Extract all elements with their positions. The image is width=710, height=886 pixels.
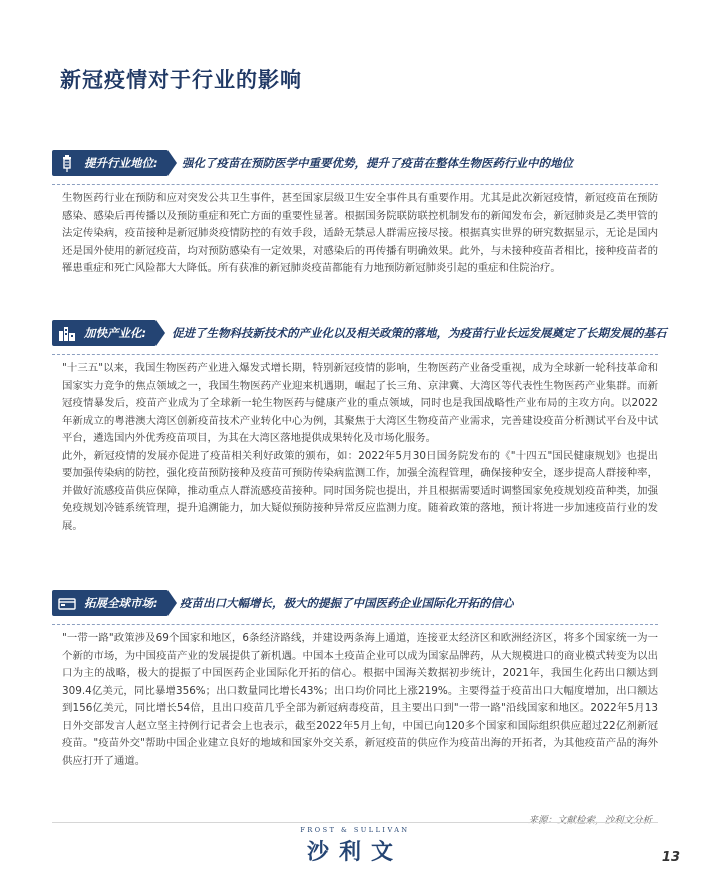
section-header (52, 320, 667, 346)
section-label-text: 提升行业地位: (84, 156, 158, 170)
page-title: 新冠疫情对于行业的影响 (60, 68, 302, 92)
section-label (52, 320, 156, 346)
paragraph: 生物医药行业在预防和应对突发公共卫生事件，甚至国家层级卫生安全事件具有重要作用。尤其是此次新冠疫情，新冠疫苗在预防感染、感染后再传播以及预防重症和死亡方面的重要性显著。根据国务院联防联控机制发布的新闻发布会，新冠肺炎是乙类甲管的法定传染病，疫苗接种是新冠肺炎疫情防控的有效手段，适龄无禁忌人群需应接尽接。根据真实世界的研究数据显示，无论是国内还是国外使用的新冠疫苗，均对预防感染有一定效果，对感染后的再传播有明确效果。此外，与未接种疫苗者相比，接种疫苗者的罹患重症和死亡风险都大大降低。所有获准的新冠肺炎疫苗都能有力地预防新冠肺炎引起的重症和住院治疗。 (62, 192, 658, 274)
syringe-icon (56, 153, 78, 173)
section-body (62, 360, 658, 535)
section-global-market (52, 590, 658, 767)
section-label (52, 150, 168, 176)
section-headline: 疫苗出口大幅增长，极大的提振了中国医药企业国际化开拓的信心 (180, 596, 514, 610)
section-divider (52, 184, 658, 185)
logo-english-text: FROST & SULLIVAN (300, 826, 410, 834)
section-headline: 促进了生物科技新技术的产业化以及相关政策的落地，为疫苗行业长远发展奠定了长期发展的基石 (172, 326, 667, 340)
section-header (52, 590, 658, 616)
section-industry-status (52, 150, 658, 274)
paragraph: "一带一路"政策涉及69个国家和地区，6条经济路线，并建设两条海上通道，连接亚太经济区和欧洲经济区，将多个国家统一为一个新的市场，为中国疫苗产业的发展提供了新机遇。中国本土疫苗企业可以成为国家品牌药，从大规模进口的商业模式转变为以出口为主的战略，极大的提振了中国医药企业国际化开拓的信心。根据中国海关数据初步统计，2021年，我国生化药出口额达到309.4亿美元，同比暴增356%；出口数量同比增长43%；出口均价同比上涨219%。主要得益于疫苗出口大幅度增加，出口额达到156亿美元，同比增长54倍，且出口疫苗几乎全部为新冠病毒疫苗，且主要出口到"一带一路"沿线国家和地区。2022年5月13日外交部发言人赵立坚主持例行记者会上也表示，截至2022年5月上旬，中国已向120多个国家和国际组织供应超过22亿剂新冠疫苗。"疫苗外交"帮助中国企业建立良好的地域和国家外交关系，新冠疫苗的供应作为疫苗出海的开拓者，为其他疫苗产品的海外供应打开了通道。 (62, 632, 658, 767)
source-note: 来源：文献检索，沙利文分析 (528, 815, 652, 826)
section-header (52, 150, 658, 176)
paragraph: 此外，新冠疫情的发展亦促进了疫苗相关利好政策的颁布，如：2022年5月30日国务院发布的《"十四五"国民健康规划》也提出要加强传染病的防控，强化疫苗预防接种及疫苗可预防传染病监测工作，加强全流程管理，确保接种安全，逐步提高人群接种率，并做好流感疫苗供应保障，推动重点人群流感疫苗接种。同时国务院也提出，并且根据需要适时调整国家免疫规划疫苗种类，加强免疫规划冷链系统管理，提升追溯能力，加大疑似预防接种异常反应监测力度。随着政策的落地，预计将进一步加速疫苗行业的发展。 (62, 449, 658, 532)
section-label-text: 拓展全球市场: (84, 596, 158, 610)
factory-icon (56, 323, 78, 343)
frost-sullivan-logo (300, 826, 410, 866)
section-divider (52, 624, 658, 625)
logo-chinese-text: 沙利文 (306, 840, 403, 865)
section-body (62, 630, 658, 770)
section-industrialization (52, 320, 667, 532)
shipping-icon (56, 593, 78, 613)
section-headline: 强化了疫苗在预防医学中重要优势，提升了疫苗在整体生物医药行业中的地位 (182, 156, 573, 170)
footer-divider (52, 822, 658, 823)
page-number: 13 (661, 850, 680, 865)
section-body (62, 190, 658, 278)
paragraph: "十三五"以来，我国生物医药产业进入爆发式增长期，特别新冠疫情的影响，生物医药产业备受重视，成为全球新一轮科技革命和国家实力竞争的焦点领域之一，我国生物医药产业迎来机遇期，崛起了长三角、京津冀、大湾区等代表性生物医药产业集群。而新冠疫情暴发后，疫苗产业成为了全球新一轮生物医药与健康产业的重点领域，同时也是我国战略性产业布局的主攻方向。以2022年新成立的粤港澳大湾区创新疫苗技术产业转化中心为例，其聚焦于大湾区生物疫苗产业需求，完善建设疫苗分析测试平台及中试平台，遴选国内外优秀疫苗项目，为其在大湾区落地提供成果转化及市场化服务。 (62, 362, 658, 444)
section-label-text: 加快产业化: (84, 326, 147, 340)
section-divider (52, 354, 658, 355)
section-label (52, 590, 168, 616)
